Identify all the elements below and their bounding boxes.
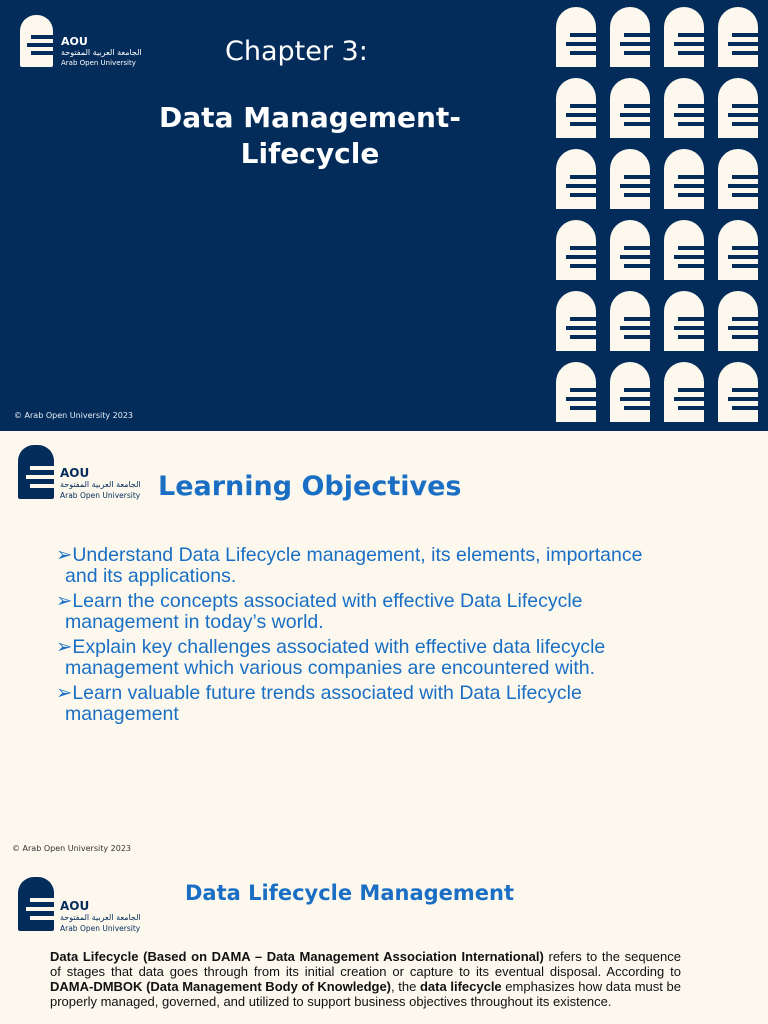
arch-tile-icon: [718, 220, 758, 280]
slide-heading: Data Lifecycle Management: [185, 881, 514, 905]
logo-abbr: AOU: [60, 466, 90, 480]
arch-tile-icon: [664, 291, 704, 351]
arch-tile-icon: [556, 291, 596, 351]
aou-arch-icon: [20, 15, 53, 67]
aou-arch-icon: [18, 877, 54, 931]
logo-english: Arab Open University: [60, 924, 141, 933]
list-item: ➢Understand Data Lifecycle management, its elements, importance and its applications.: [56, 544, 643, 587]
list-item: ➢Learn the concepts associated with effective Data Lifecycle management in today’s world.: [56, 590, 583, 633]
aou-arch-icon: [18, 445, 54, 499]
arch-tile-icon: [664, 149, 704, 209]
arch-tile-icon: [610, 7, 650, 67]
logo-arabic: الجامعة العربية المفتوحة: [60, 913, 141, 922]
learning-objectives-slide: [0, 431, 768, 863]
list-item: ➢Explain key challenges associated with effective data lifecycle management which various companies are encountered with.: [56, 636, 606, 679]
arch-tile-icon: [718, 149, 758, 209]
arch-tile-icon: [718, 78, 758, 138]
arch-tile-icon: [556, 220, 596, 280]
logo-arabic: الجامعة العربية المفتوحة: [60, 480, 141, 489]
objectives-list: [56, 545, 746, 729]
arch-tile-icon: [556, 7, 596, 67]
logo-abbr: AOU: [60, 899, 90, 913]
copyright: © Arab Open University 2023: [12, 844, 131, 853]
aou-logo: [18, 877, 148, 933]
arch-tile-icon: [610, 291, 650, 351]
list-item: ➢Learn valuable future trends associated with Data Lifecycle management: [56, 682, 582, 725]
aou-logo: [20, 15, 150, 70]
arch-tile-icon: [610, 149, 650, 209]
arch-tile-icon: [664, 362, 704, 422]
title-slide: [0, 0, 768, 431]
data-lifecycle-slide: [0, 863, 768, 1024]
arch-tile-icon: [718, 362, 758, 422]
arch-tile-icon: [556, 362, 596, 422]
arch-tile-icon: [610, 362, 650, 422]
copyright: © Arab Open University 2023: [14, 411, 133, 420]
aou-logo: [18, 445, 148, 501]
arch-tile-icon: [718, 7, 758, 67]
logo-arabic: الجامعة العربية المفتوحة: [61, 48, 142, 57]
arch-tile-icon: [610, 78, 650, 138]
arch-tile-icon: [610, 220, 650, 280]
definition-paragraph: Data Lifecycle (Based on DAMA – Data Management Association International) refers to the sequence of stages that data goes through from its initial creation or capture to its eventual disposal. According to DAMA-DMBOK (Data Management Body of Knowledge), the data lifecycle emphasizes how data must be properly managed, governed, and utilized to support business objectives throughout its existence.: [50, 949, 681, 1009]
slide-heading: Learning Objectives: [158, 471, 462, 502]
arch-tile-icon: [664, 78, 704, 138]
arch-tile-icon: [718, 291, 758, 351]
arch-tile-icon: [664, 7, 704, 67]
arch-tile-icon: [556, 149, 596, 209]
logo-english: Arab Open University: [61, 59, 136, 67]
slide-title-line-2: Lifecycle: [240, 137, 380, 170]
arch-tile-icon: [556, 78, 596, 138]
logo-abbr: AOU: [61, 35, 88, 48]
arch-tile-icon: [664, 220, 704, 280]
logo-english: Arab Open University: [60, 491, 141, 500]
chapter-label: Chapter 3:: [225, 36, 368, 67]
slide-title: [120, 100, 500, 172]
slide-title-line-1: Data Management-: [159, 101, 461, 134]
